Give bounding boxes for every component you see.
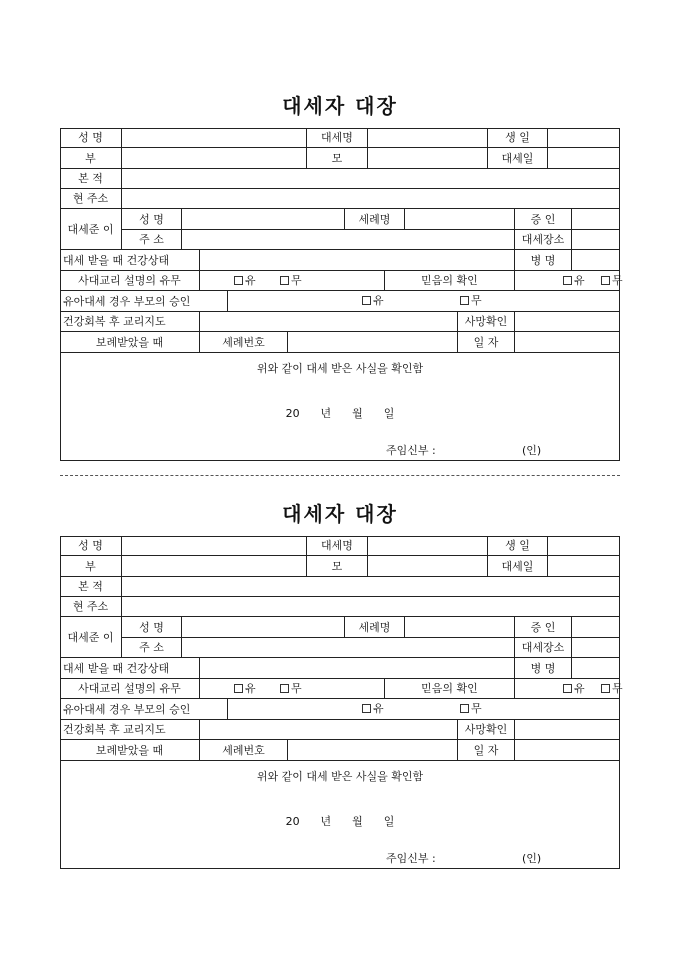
checkbox-icon: [601, 276, 610, 285]
giver-name-label: 성 명: [122, 617, 182, 638]
father-label: 부: [60, 556, 122, 577]
baptism-register-form-1: [60, 128, 623, 461]
checkbox-icon: [601, 684, 610, 693]
infant-consent-options: [228, 699, 620, 720]
health-label: 대세 받을 때 건강상태: [60, 250, 200, 271]
checkbox-icon: [234, 276, 243, 285]
row-hometown: [60, 169, 620, 189]
recovery-field[interactable]: [200, 720, 458, 740]
health-field[interactable]: [200, 658, 515, 679]
baptism-place-field[interactable]: [572, 638, 620, 658]
death-check-field[interactable]: [515, 312, 620, 332]
row-parents: [60, 148, 620, 169]
consent-no-checkbox[interactable]: [460, 295, 482, 306]
option-no-label: 무: [291, 274, 302, 287]
option-no-label: 무: [471, 702, 482, 715]
disease-label: 병 명: [515, 250, 572, 271]
giver-address-label: 주 소: [122, 638, 182, 658]
checkbox-icon: [563, 684, 572, 693]
checkbox-icon: [280, 276, 289, 285]
row-supplement: [60, 740, 620, 761]
name-label: 성 명: [60, 536, 122, 556]
option-yes-label: 유: [574, 682, 585, 695]
birthday-label: 생 일: [488, 536, 548, 556]
address-field[interactable]: [122, 189, 620, 209]
address-label: 현 주소: [60, 189, 122, 209]
mother-field[interactable]: [368, 556, 488, 577]
hometown-label: 본 적: [60, 577, 122, 597]
row-parents: [60, 556, 620, 577]
address-label: 현 주소: [60, 597, 122, 617]
row-address: [60, 597, 620, 617]
date-label: 일 자: [458, 740, 515, 761]
giver-christian-name-field[interactable]: [405, 209, 515, 230]
giver-name-label: 성 명: [122, 209, 182, 230]
infant-consent-label: 유아대세 경우 부모의 승인: [60, 291, 228, 312]
option-yes-label: 유: [373, 294, 384, 307]
giver-christian-name-label: 세례명: [345, 617, 405, 638]
baptism-day-label: 대세일: [488, 148, 548, 169]
baptism-number-label: 세례번호: [200, 740, 288, 761]
baptism-number-field[interactable]: [288, 740, 458, 761]
row-health: [60, 658, 620, 679]
consent-yes-checkbox[interactable]: [362, 703, 384, 714]
witness-field[interactable]: [572, 617, 620, 638]
birthday-field[interactable]: [548, 536, 620, 556]
date-field[interactable]: [515, 332, 620, 353]
baptism-place-label: 대세장소: [515, 230, 572, 250]
baptism-day-label: 대세일: [488, 556, 548, 577]
supplement-label: 보례받았을 때: [60, 332, 200, 353]
option-no-label: 무: [291, 682, 302, 695]
option-no-label: 무: [612, 682, 623, 695]
doctrine-label: 사대교리 설명의 유무: [60, 679, 200, 699]
consent-yes-checkbox[interactable]: [362, 295, 384, 306]
birthday-label: 생 일: [488, 128, 548, 148]
row-recovery: [60, 720, 620, 740]
doctrine-yes-checkbox[interactable]: [234, 275, 256, 286]
baptism-name-label: 대세명: [307, 128, 368, 148]
doctrine-yes-checkbox[interactable]: [234, 683, 256, 694]
infant-consent-label: 유아대세 경우 부모의 승인: [60, 699, 228, 720]
row-giver-name: [60, 617, 620, 638]
row-giver-address: [60, 230, 620, 250]
doctrine-no-checkbox[interactable]: [280, 275, 302, 286]
recovery-field[interactable]: [200, 312, 458, 332]
doctrine-options: [200, 679, 385, 699]
baptism-day-field[interactable]: [548, 148, 620, 169]
giver-christian-name-field[interactable]: [405, 617, 515, 638]
doctrine-options: [200, 271, 385, 291]
hometown-label: 본 적: [60, 169, 122, 189]
faith-check-options: [515, 271, 623, 291]
checkbox-icon: [460, 704, 469, 713]
cut-line-divider: [60, 475, 620, 476]
baptism-place-field[interactable]: [572, 230, 620, 250]
date-line: 20 년 월 일: [285, 815, 395, 828]
name-label: 성 명: [60, 128, 122, 148]
faith-yes-checkbox[interactable]: [563, 275, 585, 286]
father-field[interactable]: [122, 148, 307, 169]
option-no-label: 무: [471, 294, 482, 307]
consent-no-checkbox[interactable]: [460, 703, 482, 714]
father-label: 부: [60, 148, 122, 169]
faith-yes-checkbox[interactable]: [563, 683, 585, 694]
row-name: [60, 128, 620, 148]
seal-label: (인): [522, 444, 542, 457]
giver-name-field[interactable]: [182, 209, 345, 230]
faith-no-checkbox[interactable]: [601, 683, 623, 694]
form-title: 대세자 대장: [282, 94, 398, 118]
health-field[interactable]: [200, 250, 515, 271]
checkbox-icon: [563, 276, 572, 285]
row-health: [60, 250, 620, 271]
option-yes-label: 유: [574, 274, 585, 287]
confirmation-block: [60, 353, 620, 461]
row-infant-consent: [60, 699, 620, 720]
giver-name-field[interactable]: [182, 617, 345, 638]
confirm-text: 위와 같이 대세 받은 사실을 확인함: [256, 770, 424, 783]
row-giver-name: [60, 209, 620, 230]
baptism-name-field[interactable]: [368, 128, 488, 148]
hometown-field[interactable]: [122, 577, 620, 597]
recovery-label: 건강회복 후 교리지도: [60, 720, 200, 740]
baptism-register-form-2: [60, 536, 623, 869]
row-supplement: [60, 332, 620, 353]
option-yes-label: 유: [245, 274, 256, 287]
option-no-label: 무: [612, 274, 623, 287]
mother-label: 모: [307, 556, 368, 577]
option-yes-label: 유: [373, 702, 384, 715]
giver-address-field[interactable]: [182, 638, 515, 658]
name-field[interactable]: [122, 536, 307, 556]
giver-address-field[interactable]: [182, 230, 515, 250]
row-doctrine: [60, 271, 623, 291]
form-title: 대세자 대장: [282, 502, 398, 526]
witness-field[interactable]: [572, 209, 620, 230]
mother-field[interactable]: [368, 148, 488, 169]
baptism-day-field[interactable]: [548, 556, 620, 577]
row-giver-address: [60, 638, 620, 658]
priest-label: 주임신부 :: [386, 852, 436, 865]
baptism-number-field[interactable]: [288, 332, 458, 353]
row-name: [60, 536, 620, 556]
faith-no-checkbox[interactable]: [601, 275, 623, 286]
row-recovery: [60, 312, 620, 332]
father-field[interactable]: [122, 556, 307, 577]
confirm-text: 위와 같이 대세 받은 사실을 확인함: [256, 362, 424, 375]
disease-field[interactable]: [572, 658, 620, 679]
giver-christian-name-label: 세례명: [345, 209, 405, 230]
checkbox-icon: [280, 684, 289, 693]
giver-label: 대세준 이: [60, 617, 122, 658]
baptism-number-label: 세례번호: [200, 332, 288, 353]
option-yes-label: 유: [245, 682, 256, 695]
giver-label: 대세준 이: [60, 209, 122, 250]
recovery-label: 건강회복 후 교리지도: [60, 312, 200, 332]
hometown-field[interactable]: [122, 169, 620, 189]
death-check-label: 사망확인: [458, 720, 515, 740]
witness-label: 증 인: [515, 209, 572, 230]
checkbox-icon: [460, 296, 469, 305]
seal-label: (인): [522, 852, 542, 865]
checkbox-icon: [234, 684, 243, 693]
date-line: 20 년 월 일: [285, 407, 395, 420]
row-doctrine: [60, 679, 623, 699]
faith-check-label: 믿음의 확인: [385, 679, 515, 699]
faith-check-label: 믿음의 확인: [385, 271, 515, 291]
baptism-place-label: 대세장소: [515, 638, 572, 658]
checkbox-icon: [362, 704, 371, 713]
disease-field[interactable]: [572, 250, 620, 271]
faith-check-options: [515, 679, 623, 699]
date-label: 일 자: [458, 332, 515, 353]
row-address: [60, 189, 620, 209]
baptism-name-field[interactable]: [368, 536, 488, 556]
infant-consent-options: [228, 291, 620, 312]
giver-address-label: 주 소: [122, 230, 182, 250]
health-label: 대세 받을 때 건강상태: [60, 658, 200, 679]
birthday-field[interactable]: [548, 128, 620, 148]
death-check-field[interactable]: [515, 720, 620, 740]
disease-label: 병 명: [515, 658, 572, 679]
address-field[interactable]: [122, 597, 620, 617]
confirmation-block: [60, 761, 620, 869]
mother-label: 모: [307, 148, 368, 169]
row-hometown: [60, 577, 620, 597]
date-field[interactable]: [515, 740, 620, 761]
priest-label: 주임신부 :: [386, 444, 436, 457]
death-check-label: 사망확인: [458, 312, 515, 332]
baptism-name-label: 대세명: [307, 536, 368, 556]
doctrine-no-checkbox[interactable]: [280, 683, 302, 694]
name-field[interactable]: [122, 128, 307, 148]
checkbox-icon: [362, 296, 371, 305]
supplement-label: 보례받았을 때: [60, 740, 200, 761]
doctrine-label: 사대교리 설명의 유무: [60, 271, 200, 291]
witness-label: 증 인: [515, 617, 572, 638]
row-infant-consent: [60, 291, 620, 312]
